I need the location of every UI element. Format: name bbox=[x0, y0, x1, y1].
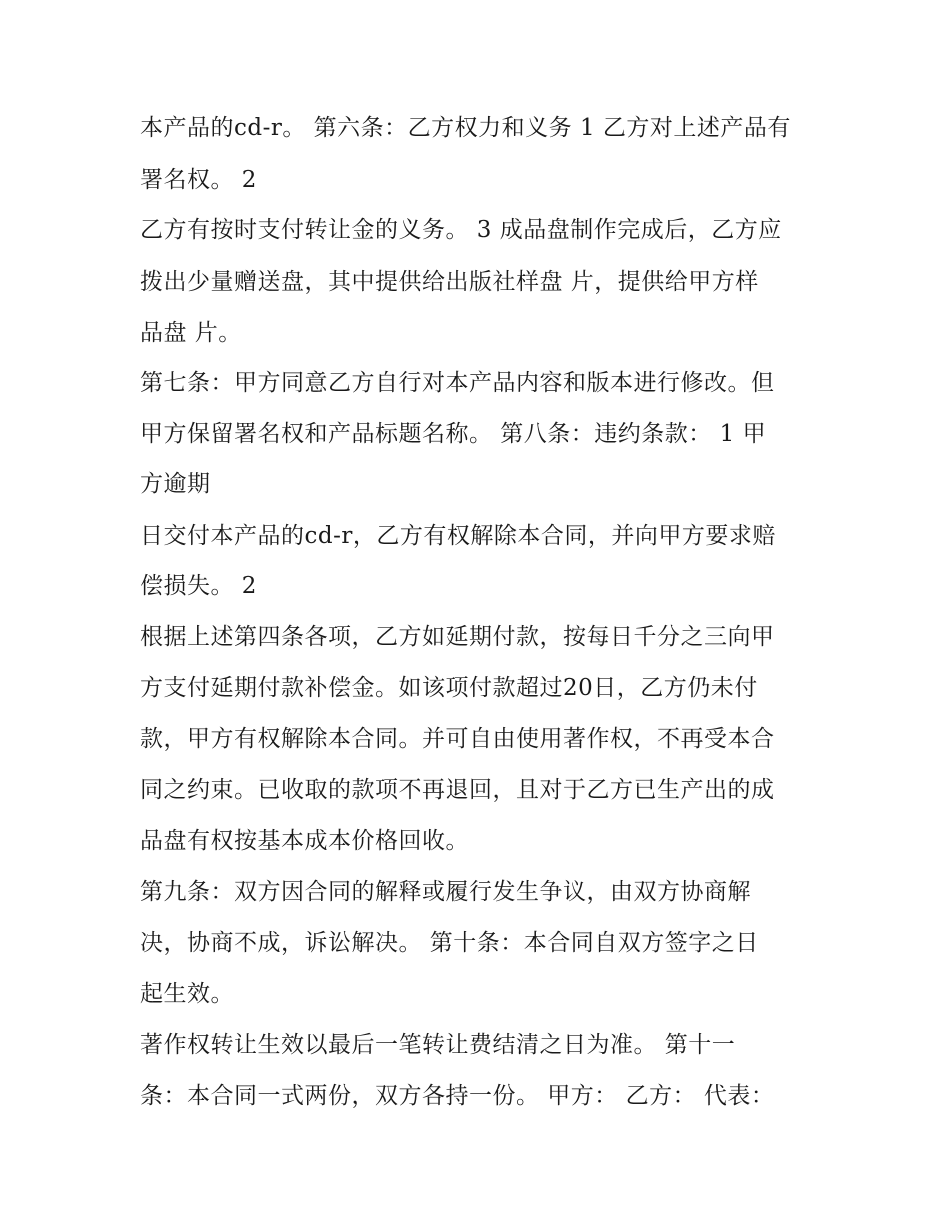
text-line: 方逾期 bbox=[140, 471, 211, 497]
text-line: 品盘有权按基本成本价格回收。 bbox=[140, 828, 469, 854]
text-line: 同之约束。已收取的款项不再退回，且对于乙方已生产出的成 bbox=[140, 777, 775, 803]
text-line: 方支付延期付款补偿金。如该项付款超过20日，乙方仍未付 bbox=[140, 675, 758, 701]
text-line: 拨出少量赠送盘，其中提供给出版社样盘 片，提供给甲方样 bbox=[140, 269, 759, 295]
text-line: 日交付本产品的cd-r，乙方有权解除本合同，并向甲方要求赔 bbox=[140, 523, 776, 549]
text-line: 第七条：甲方同意乙方自行对本产品内容和版本进行修改。但 bbox=[140, 370, 775, 396]
text-line: 决，协商不成，诉讼解决。 第十条：本合同自双方签字之日 bbox=[140, 930, 759, 956]
text-line: 本产品的cd-r。 第六条：乙方权力和义务 1 乙方对上述产品有 bbox=[140, 115, 791, 141]
text-line: 署名权。 2 bbox=[140, 167, 257, 193]
text-line: 条：本合同一式两份，双方各持一份。 甲方： 乙方： 代表： bbox=[140, 1083, 775, 1109]
text-line: 乙方有按时支付转让金的义务。 3 成品盘制作完成后，乙方应 bbox=[140, 217, 782, 243]
text-line: 款，甲方有权解除本合同。并可自由使用著作权，不再受本合 bbox=[140, 726, 775, 752]
text-line: 第九条：双方因合同的解释或履行发生争议，由双方协商解 bbox=[140, 879, 751, 905]
text-line: 偿损失。 2 bbox=[140, 573, 257, 599]
text-line: 甲方保留署名权和产品标题名称。 第八条：违约条款： 1 甲 bbox=[140, 421, 767, 447]
text-line: 根据上述第四条各项，乙方如延期付款，按每日千分之三向甲 bbox=[140, 624, 775, 650]
text-line: 起生效。 bbox=[140, 981, 234, 1007]
text-line: 品盘 片。 bbox=[140, 320, 242, 346]
text-line: 著作权转让生效以最后一笔转让费结清之日为准。 第十一 bbox=[140, 1032, 736, 1058]
